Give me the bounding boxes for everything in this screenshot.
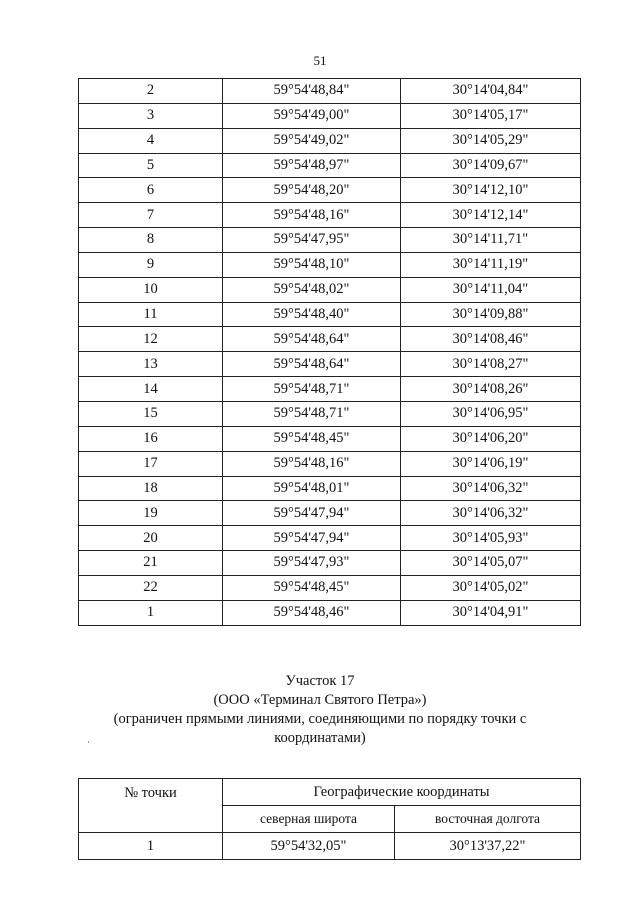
longitude-cell: 30°14'04,84" <box>401 79 581 104</box>
latitude-cell: 59°54'48,10" <box>223 252 401 277</box>
table-row <box>79 377 581 402</box>
table-row <box>79 79 581 104</box>
longitude-cell: 30°14'09,88" <box>401 302 581 327</box>
coordinates-table-body <box>79 79 581 626</box>
longitude-cell: 30°14'09,67" <box>401 153 581 178</box>
latitude-cell: 59°54'47,93" <box>223 551 401 576</box>
longitude-cell: 30°14'05,93" <box>401 526 581 551</box>
longitude-cell: 30°14'08,26" <box>401 377 581 402</box>
latitude-cell: 59°54'48,02" <box>223 277 401 302</box>
point-number-cell: 18 <box>79 476 223 501</box>
latitude-cell: 59°54'48,16" <box>223 451 401 476</box>
longitude-cell: 30°14'08,46" <box>401 327 581 352</box>
latitude-cell: 59°54'48,71" <box>223 377 401 402</box>
table-row <box>79 451 581 476</box>
coordinates-table <box>78 78 581 626</box>
point-number-cell: 12 <box>79 327 223 352</box>
point-number-cell: 13 <box>79 352 223 377</box>
latitude-cell: 59°54'48,40" <box>223 302 401 327</box>
longitude-cell: 30°14'12,14" <box>401 203 581 228</box>
point-number-cell: 3 <box>79 103 223 128</box>
longitude-cell: 30°14'05,02" <box>401 575 581 600</box>
point-number-cell: 2 <box>79 79 223 104</box>
latitude-cell: 59°54'47,94" <box>223 501 401 526</box>
table-row <box>79 153 581 178</box>
longitude-cell: 30°13'37,22" <box>395 833 581 860</box>
point-number-cell: 1 <box>79 833 223 860</box>
latitude-cell: 59°54'48,01" <box>223 476 401 501</box>
point-number-cell: 11 <box>79 302 223 327</box>
point-number-cell: 21 <box>79 551 223 576</box>
point-number-cell: 22 <box>79 575 223 600</box>
table-row <box>79 600 581 625</box>
point-number-cell: 14 <box>79 377 223 402</box>
longitude-cell: 30°14'04,91" <box>401 600 581 625</box>
header-point-number: № точки <box>79 779 223 833</box>
table-row <box>79 327 581 352</box>
longitude-cell: 30°14'05,29" <box>401 128 581 153</box>
latitude-cell: 59°54'48,97" <box>223 153 401 178</box>
table-row <box>79 833 581 860</box>
latitude-cell: 59°54'47,94" <box>223 526 401 551</box>
header-geo-coordinates: Географические координаты <box>223 779 581 806</box>
longitude-cell: 30°14'05,07" <box>401 551 581 576</box>
point-number-cell: 20 <box>79 526 223 551</box>
table-row <box>79 551 581 576</box>
point-number-cell: 1 <box>79 600 223 625</box>
latitude-cell: 59°54'48,64" <box>223 352 401 377</box>
point-number-cell: 8 <box>79 228 223 253</box>
latitude-cell: 59°54'48,45" <box>223 575 401 600</box>
table-row <box>79 128 581 153</box>
table-row <box>79 426 581 451</box>
latitude-cell: 59°54'48,71" <box>223 401 401 426</box>
point-number-cell: 17 <box>79 451 223 476</box>
longitude-cell: 30°14'06,19" <box>401 451 581 476</box>
plot-17-table-body <box>79 833 581 860</box>
table-row <box>79 476 581 501</box>
latitude-cell: 59°54'49,02" <box>223 128 401 153</box>
section-note-line-1: (ограничен прямыми линиями, соединяющими по порядку точки с <box>113 711 527 727</box>
section-heading <box>0 672 640 748</box>
latitude-cell: 59°54'32,05" <box>223 833 395 860</box>
point-number-cell: 15 <box>79 401 223 426</box>
table-header-row <box>79 779 581 806</box>
point-number-cell: 19 <box>79 501 223 526</box>
longitude-cell: 30°14'06,32" <box>401 476 581 501</box>
latitude-cell: 59°54'49,00" <box>223 103 401 128</box>
latitude-cell: 59°54'48,45" <box>223 426 401 451</box>
longitude-cell: 30°14'11,71" <box>401 228 581 253</box>
point-number-cell: 16 <box>79 426 223 451</box>
table-row <box>79 575 581 600</box>
longitude-cell: 30°14'06,95" <box>401 401 581 426</box>
table-row <box>79 252 581 277</box>
latitude-cell: 59°54'48,16" <box>223 203 401 228</box>
longitude-cell: 30°14'05,17" <box>401 103 581 128</box>
section-note-line-2: координатами) <box>274 730 366 746</box>
header-east-longitude: восточная долгота <box>395 806 581 833</box>
table-row <box>79 178 581 203</box>
latitude-cell: 59°54'48,20" <box>223 178 401 203</box>
table-row <box>79 277 581 302</box>
table-row <box>79 526 581 551</box>
longitude-cell: 30°14'06,20" <box>401 426 581 451</box>
plot-17-coordinates-table <box>78 778 581 860</box>
scan-artifact <box>88 741 89 743</box>
point-number-cell: 9 <box>79 252 223 277</box>
table-row <box>79 103 581 128</box>
longitude-cell: 30°14'11,04" <box>401 277 581 302</box>
table-row <box>79 501 581 526</box>
table-row <box>79 302 581 327</box>
table-row <box>79 228 581 253</box>
page-number: 51 <box>313 53 327 68</box>
point-number-cell: 6 <box>79 178 223 203</box>
point-number-cell: 4 <box>79 128 223 153</box>
point-number-cell: 5 <box>79 153 223 178</box>
table-row <box>79 203 581 228</box>
table-row <box>79 401 581 426</box>
section-title: Участок 17 <box>285 673 355 689</box>
latitude-cell: 59°54'48,64" <box>223 327 401 352</box>
point-number-cell: 7 <box>79 203 223 228</box>
point-number-cell: 10 <box>79 277 223 302</box>
latitude-cell: 59°54'48,84" <box>223 79 401 104</box>
latitude-cell: 59°54'47,95" <box>223 228 401 253</box>
longitude-cell: 30°14'08,27" <box>401 352 581 377</box>
longitude-cell: 30°14'12,10" <box>401 178 581 203</box>
longitude-cell: 30°14'06,32" <box>401 501 581 526</box>
header-north-latitude: северная широта <box>223 806 395 833</box>
section-owner: (ООО «Терминал Святого Петра») <box>213 692 427 708</box>
latitude-cell: 59°54'48,46" <box>223 600 401 625</box>
longitude-cell: 30°14'11,19" <box>401 252 581 277</box>
table-row <box>79 352 581 377</box>
